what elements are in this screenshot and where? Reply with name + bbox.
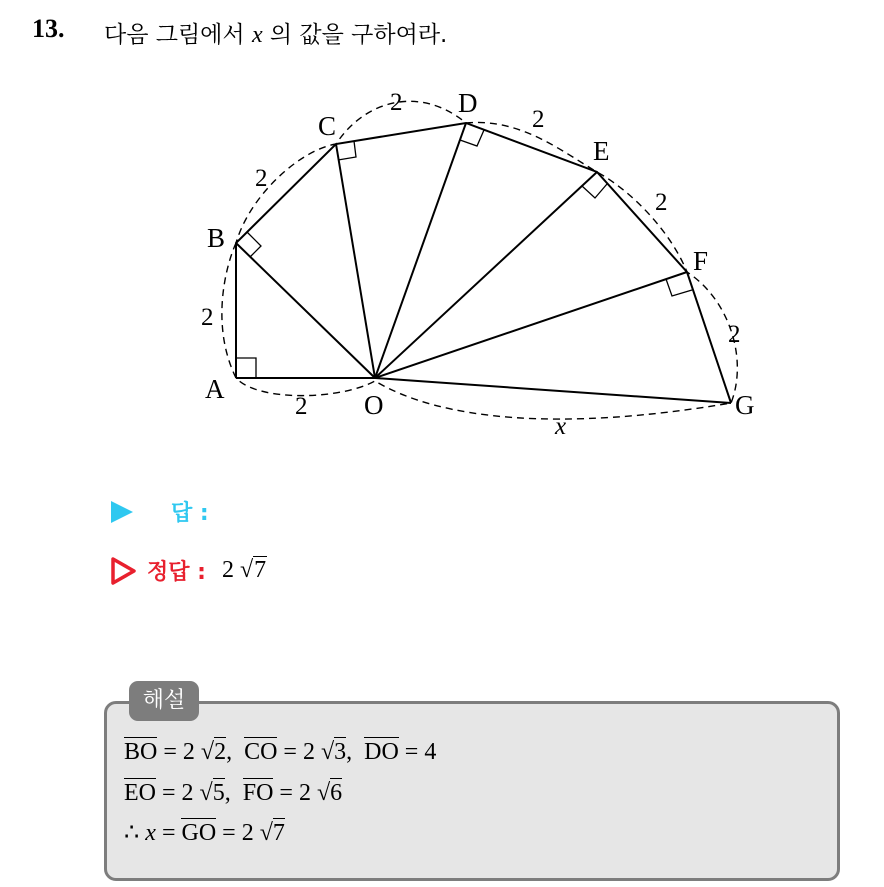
rad-BO: 2 bbox=[214, 739, 227, 765]
right-angle-A bbox=[236, 358, 256, 378]
rad-CO: 3 bbox=[334, 739, 347, 765]
label-C: C bbox=[318, 111, 337, 141]
rad-GO: 7 bbox=[272, 820, 285, 846]
label-D: D bbox=[458, 88, 478, 118]
sep-3: , bbox=[224, 780, 231, 806]
label-G: G bbox=[735, 390, 755, 420]
right-angle-B bbox=[247, 232, 261, 257]
correct-answer-coef: 2 bbox=[221, 557, 234, 583]
explanation-line-3: ∴ x = GO = 2 √7 bbox=[124, 820, 285, 846]
label-O: O bbox=[364, 390, 384, 420]
seg-DO: DO bbox=[364, 739, 399, 765]
label-B: B bbox=[207, 223, 226, 253]
answer-row bbox=[111, 496, 209, 527]
answer-label: 답 : bbox=[171, 501, 209, 526]
coef-GO: 2 bbox=[241, 820, 254, 846]
length-DE: 2 bbox=[532, 106, 545, 133]
seg-BO: BO bbox=[124, 739, 158, 765]
coef-BO: 2 bbox=[182, 739, 195, 765]
dashed-outer-curve bbox=[222, 101, 737, 419]
question-number: 13. bbox=[32, 14, 65, 43]
explanation-line-2: EO = 2 √5, FO = 2 √6 bbox=[124, 780, 343, 806]
sep-2: , bbox=[346, 739, 353, 765]
length-EF: 2 bbox=[655, 189, 668, 216]
length-FG: 2 bbox=[728, 321, 741, 348]
explanation-tab: 해설 bbox=[129, 681, 199, 721]
length-CD: 2 bbox=[390, 89, 403, 116]
seg-EO: EO bbox=[124, 780, 156, 806]
right-angle-E bbox=[582, 184, 607, 198]
value-DO: 4 bbox=[424, 739, 437, 765]
length-BC: 2 bbox=[255, 165, 268, 192]
segment-OG bbox=[375, 378, 731, 403]
coef-EO: 2 bbox=[181, 780, 194, 806]
label-A: A bbox=[205, 374, 225, 404]
right-angle-F bbox=[666, 279, 692, 296]
correct-answer-row bbox=[111, 555, 267, 586]
correct-answer-radicand: 7 bbox=[254, 557, 267, 583]
coef-CO: 2 bbox=[302, 739, 315, 765]
question-variable: x bbox=[251, 22, 263, 48]
correct-answer-label: 정답 : bbox=[147, 560, 206, 585]
seg-FO: FO bbox=[242, 780, 274, 806]
seg-CO: CO bbox=[244, 739, 278, 765]
var-x: x bbox=[145, 820, 156, 846]
question-text-before: 다음 그림에서 bbox=[104, 22, 245, 48]
segment-OE bbox=[375, 172, 597, 378]
question-text-after: 의 값을 구하여라. bbox=[269, 22, 448, 48]
coef-FO: 2 bbox=[298, 780, 311, 806]
length-OG: x bbox=[555, 413, 567, 440]
segment-OB bbox=[236, 243, 375, 378]
rad-FO: 6 bbox=[330, 780, 343, 806]
segment-OD bbox=[375, 123, 466, 378]
answer-marker-icon bbox=[111, 501, 133, 523]
correct-marker-icon bbox=[111, 557, 137, 585]
sqrt-sign: √ bbox=[239, 557, 254, 583]
outer-polyline bbox=[236, 123, 731, 403]
segment-OF bbox=[375, 272, 687, 378]
length-AB: 2 bbox=[201, 304, 214, 331]
sep-1: , bbox=[226, 739, 233, 765]
rad-EO: 5 bbox=[212, 780, 225, 806]
label-F: F bbox=[693, 246, 709, 276]
explanation-line-1: BO = 2 √2, CO = 2 √3, DO = 4 bbox=[124, 739, 437, 765]
correct-answer-value bbox=[222, 557, 267, 584]
seg-GO: GO bbox=[181, 820, 217, 846]
label-E: E bbox=[593, 136, 610, 166]
therefore-symbol: ∴ bbox=[124, 820, 140, 846]
length-AO: 2 bbox=[295, 393, 308, 420]
segment-OC bbox=[336, 144, 375, 378]
